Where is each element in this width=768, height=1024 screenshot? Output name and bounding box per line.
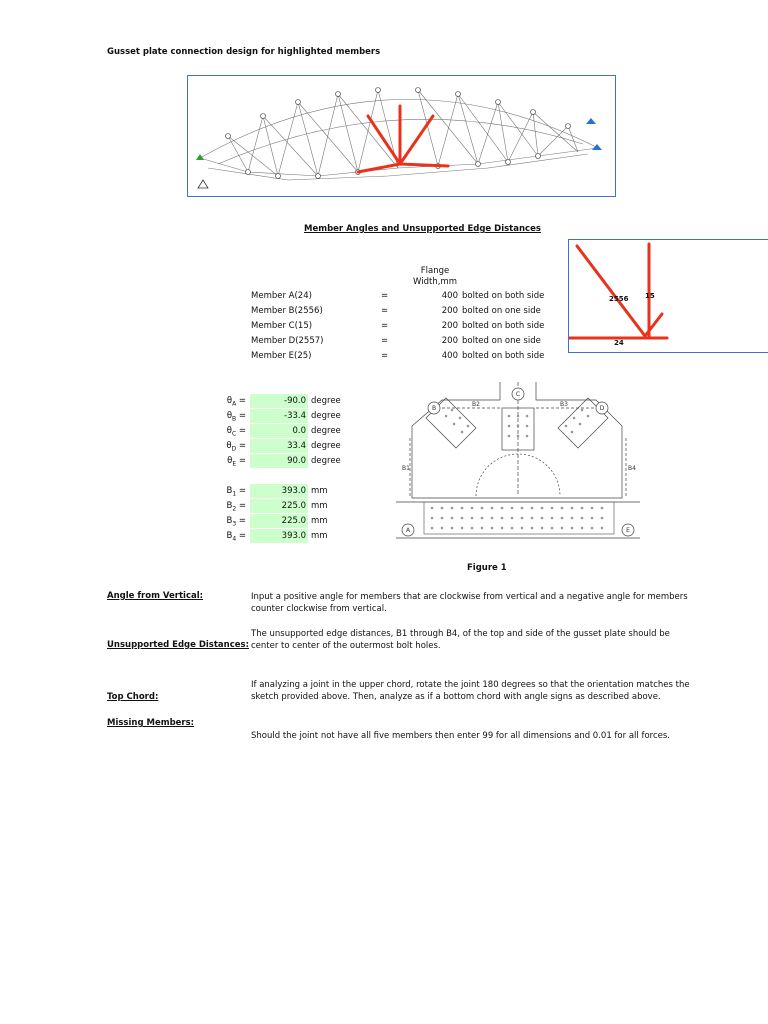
edge-input[interactable]: 393.0 [250,484,308,498]
figure-caption: Figure 1 [467,563,507,573]
angle-input[interactable]: 0.0 [250,424,308,438]
edge-label: $B_4$ = [226,531,246,543]
angle-input[interactable]: 90.0 [250,454,308,468]
note-label-angle: Angle from Vertical: [107,591,204,601]
flange-width-value: 200 [441,306,458,316]
figure-label-b4: B4 [628,465,636,472]
bolting-type: bolted on one side [462,306,541,316]
edge-row-b3 [210,514,370,528]
figure-label-a: A [405,527,411,534]
bolting-type: bolted on both side [462,291,545,301]
edge-input[interactable]: 393.0 [250,529,308,543]
angle-label: $\theta_C$ = [226,426,246,438]
angle-input[interactable]: -90.0 [250,394,308,408]
figure-label-b2: B2 [472,401,480,408]
angle-unit: degree [311,426,341,436]
member-row-e [251,351,581,363]
edge-input[interactable]: 225.0 [250,499,308,513]
member-name: Member D(2557) [251,336,324,346]
figure-label-e: E [626,527,630,534]
angle-unit: degree [311,411,341,421]
edge-unit: mm [311,531,328,541]
edge-unit: mm [311,516,328,526]
edge-unit: mm [311,486,328,496]
note-text-top-chord [251,679,768,703]
edge-row-b1 [210,484,370,498]
angle-row-e [210,454,370,468]
equals-sign: = [381,291,389,301]
edge-input[interactable]: 225.0 [250,514,308,528]
note-text-edge [251,628,768,652]
edge-label: $B_1$ = [226,486,246,498]
edge-unit: mm [311,501,328,511]
sketch-label-15: 15 [645,292,655,300]
note-text-missing [251,730,768,742]
flange-width-value: 200 [441,321,458,331]
angle-label: $\theta_B$ = [226,411,246,423]
angle-input[interactable]: -33.4 [250,409,308,423]
flange-width-header [405,266,465,288]
truss-model-image [187,75,616,197]
figure-label-b3: B3 [560,401,568,408]
note-line: Input a positive angle for members that are clockwise from vertical and a negative angle for members [251,592,688,602]
angle-row-d [210,439,370,453]
gusset-plate-figure [396,378,646,543]
note-line: sketch provided above. Then, analyze as if a bottom chord with angle signs as described above. [251,692,661,702]
section-heading: Member Angles and Unsupported Edge Distances [304,224,541,234]
edge-label: $B_3$ = [226,516,246,528]
equals-sign: = [381,351,389,361]
angle-label: $\theta_A$ = [226,396,246,408]
member-row-c [251,321,581,333]
angle-unit: degree [311,441,341,451]
angle-label: $\theta_D$ = [226,441,246,453]
angle-unit: degree [311,456,341,466]
edge-row-b4 [210,529,370,543]
bolting-type: bolted on both side [462,351,545,361]
flange-width-value: 400 [441,291,458,301]
member-name: Member E(25) [251,351,312,361]
figure-label-b1: B1 [402,465,410,472]
note-line: center to center of the outermost bolt holes. [251,641,441,651]
note-line: If analyzing a joint in the upper chord, rotate the joint 180 degrees so that the orientation matches the [251,680,690,690]
equals-sign: = [381,306,389,316]
angle-row-a [210,394,370,408]
member-name: Member B(2556) [251,306,323,316]
member-row-a [251,291,581,303]
member-name: Member C(15) [251,321,313,331]
member-row-d [251,336,581,348]
figure-label-d: D [599,405,605,412]
joint-sketch-image [568,239,768,353]
note-line: Should the joint not have all five members then enter 99 for all dimensions and 0.01 for all forces. [251,731,670,741]
edge-label: $B_2$ = [226,501,246,513]
bolting-type: bolted on both side [462,321,545,331]
note-label-missing: Missing Members: [107,718,195,728]
flange-width-value: 400 [441,351,458,361]
figure-label-c: C [515,391,521,398]
member-name: Member A(24) [251,291,312,301]
flange-header-line1: Flange [420,266,450,276]
member-row-b [251,306,581,318]
angle-unit: degree [311,396,341,406]
angle-input[interactable]: 33.4 [250,439,308,453]
note-line: counter clockwise from vertical. [251,604,387,614]
note-label-top-chord: Top Chord: [107,692,159,702]
note-text-angle [251,591,768,615]
sketch-label-24: 24 [614,339,624,347]
equals-sign: = [381,321,389,331]
page-title: Gusset plate connection design for highlighted members [107,47,381,57]
equals-sign: = [381,336,389,346]
angle-row-c [210,424,370,438]
angle-row-b [210,409,370,423]
sketch-label-2556: 2556 [609,295,629,303]
edge-row-b2 [210,499,370,513]
note-line: The unsupported edge distances, B1 through B4, of the top and side of the gusset plate should be [251,629,670,639]
figure-label-b: B [431,405,437,412]
note-label-edge: Unsupported Edge Distances: [107,640,249,650]
flange-header-line2: Width,mm [413,277,457,287]
bolting-type: bolted on one side [462,336,541,346]
angle-label: $\theta_E$ = [227,456,246,468]
flange-width-value: 200 [441,336,458,346]
